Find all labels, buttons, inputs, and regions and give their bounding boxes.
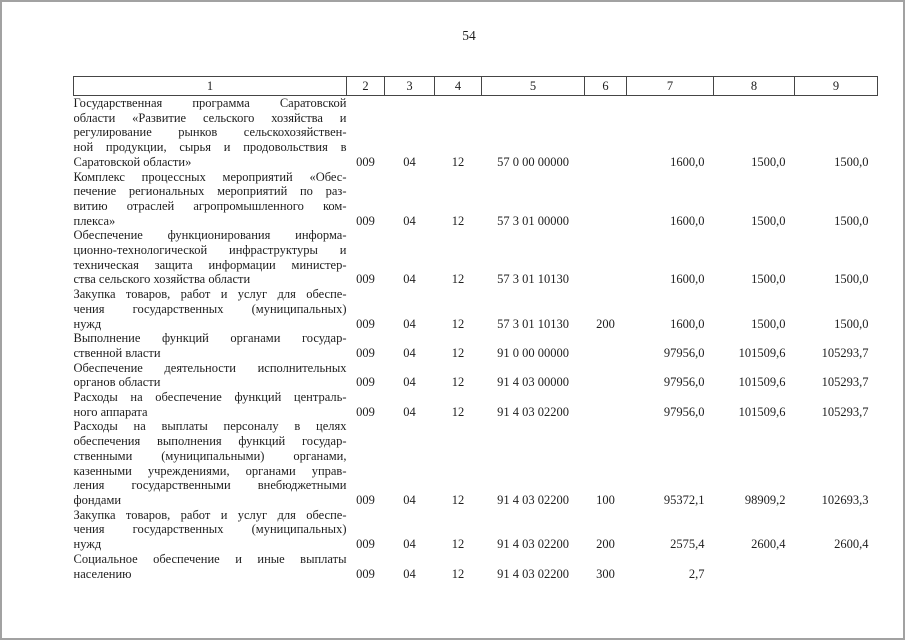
name-line: ного аппарата xyxy=(73,404,148,419)
cell-col5: 57 3 01 10130 xyxy=(497,272,569,287)
cell-col8: 98909,2 xyxy=(744,492,786,507)
cell-col9: 105293,7 xyxy=(821,375,869,390)
table-row xyxy=(74,96,878,170)
table-body xyxy=(74,96,878,582)
name-line: ственными (муниципальными) органами, xyxy=(73,448,347,463)
name-line: Обеспечение деятельности исполнительных xyxy=(73,360,347,375)
cell-col8: 2600,4 xyxy=(751,537,786,552)
cell-col5: 57 3 01 00000 xyxy=(497,213,569,228)
cell-col8: 101509,6 xyxy=(738,345,786,360)
cell-col9: 2600,4 xyxy=(834,537,869,552)
cell-name xyxy=(74,228,347,287)
name-line: казенными учреждениями, органами управ- xyxy=(73,463,347,478)
column-header-7: 7 xyxy=(627,77,714,96)
cell-col6 xyxy=(585,96,627,170)
cell-col4: 12 xyxy=(451,492,465,507)
table-header-row xyxy=(74,77,878,96)
name-line: Выполнение функций органами государ- xyxy=(73,331,347,346)
name-line: Расходы на обеспечение функций централь- xyxy=(73,390,347,405)
budget-table xyxy=(73,76,878,581)
cell-col6: 300 xyxy=(596,566,615,581)
name-line: чения государственных (муниципальных) xyxy=(73,301,347,316)
cell-col8 xyxy=(714,552,795,581)
cell-col2: 009 xyxy=(356,566,375,581)
cell-col7: 2,7 xyxy=(688,566,705,581)
cell-col6: 100 xyxy=(596,492,615,507)
column-header-1: 1 xyxy=(74,77,347,96)
cell-col6: 200 xyxy=(596,537,615,552)
cell-col2: 009 xyxy=(356,537,375,552)
table-row xyxy=(74,170,878,229)
name-line: ства сельского хозяйства области xyxy=(73,272,251,287)
column-header-8: 8 xyxy=(714,77,795,96)
cell-col4: 12 xyxy=(451,345,465,360)
cell-col2: 009 xyxy=(356,213,375,228)
name-line: Государственная программа Саратовской xyxy=(73,96,347,110)
column-header-3: 3 xyxy=(385,77,435,96)
cell-col3: 04 xyxy=(403,404,416,419)
cell-col8: 1500,0 xyxy=(751,154,786,169)
cell-name xyxy=(74,390,347,419)
cell-col5: 91 4 03 02200 xyxy=(497,492,569,507)
cell-col4: 12 xyxy=(451,316,465,331)
table-row xyxy=(74,228,878,287)
cell-col6 xyxy=(585,228,627,287)
column-header-9: 9 xyxy=(795,77,878,96)
name-line: ственной власти xyxy=(73,345,161,360)
cell-col7: 97956,0 xyxy=(663,345,705,360)
cell-col4: 12 xyxy=(451,566,465,581)
cell-col6 xyxy=(585,361,627,390)
name-line: Обеспечение функционирования информа- xyxy=(73,228,347,243)
page-number: 54 xyxy=(462,28,476,43)
cell-col6: 200 xyxy=(596,316,615,331)
cell-col9: 105293,7 xyxy=(821,404,869,419)
cell-col9: 105293,7 xyxy=(821,345,869,360)
cell-col2: 009 xyxy=(356,154,375,169)
cell-col5: 91 0 00 00000 xyxy=(497,345,569,360)
cell-col6 xyxy=(585,331,627,360)
name-line: органов области xyxy=(73,375,161,390)
cell-col6 xyxy=(585,170,627,229)
table-row xyxy=(74,287,878,331)
cell-col3: 04 xyxy=(403,154,416,169)
name-line: плекса» xyxy=(73,213,116,228)
cell-col4: 12 xyxy=(451,154,465,169)
cell-col5: 91 4 03 02200 xyxy=(497,566,569,581)
cell-col7: 97956,0 xyxy=(663,375,705,390)
name-line: Комплекс процессных мероприятий «Обес- xyxy=(73,169,347,184)
column-header-2: 2 xyxy=(347,77,385,96)
cell-col9: 1500,0 xyxy=(834,213,869,228)
cell-col7: 1600,0 xyxy=(670,272,705,287)
name-line: ления государственными внебюджетными xyxy=(73,478,347,493)
cell-col2: 009 xyxy=(356,272,375,287)
cell-col8: 1500,0 xyxy=(751,316,786,331)
cell-col9: 1500,0 xyxy=(834,154,869,169)
column-header-4: 4 xyxy=(435,77,482,96)
cell-col3: 04 xyxy=(403,566,416,581)
name-line: регулирование рынков сельскохозяйствен- xyxy=(73,125,347,140)
table-row xyxy=(74,552,878,581)
cell-col5: 57 3 01 10130 xyxy=(497,316,569,331)
cell-col9: 1500,0 xyxy=(834,272,869,287)
table-row xyxy=(74,419,878,507)
name-line: нужд xyxy=(73,537,102,552)
cell-col9 xyxy=(795,552,878,581)
cell-col3: 04 xyxy=(403,213,416,228)
name-line: печение региональных мероприятий по раз- xyxy=(73,184,347,199)
cell-col5: 91 4 03 02200 xyxy=(497,404,569,419)
name-line: Закупка товаров, работ и услуг для обеспе- xyxy=(73,287,347,302)
cell-col8: 101509,6 xyxy=(738,375,786,390)
table-row xyxy=(74,390,878,419)
name-line: Социальное обеспечение и иные выплаты xyxy=(73,551,347,566)
table-header xyxy=(74,77,878,96)
name-line: обеспечения выполнения функций государ- xyxy=(73,434,347,449)
table-row xyxy=(74,361,878,390)
cell-name xyxy=(74,331,347,360)
cell-col4: 12 xyxy=(451,404,465,419)
cell-col4: 12 xyxy=(451,272,465,287)
cell-col2: 009 xyxy=(356,492,375,507)
name-line: области «Развитие сельского хозяйства и xyxy=(73,110,347,125)
name-line: фондами xyxy=(73,492,122,507)
cell-col9: 102693,3 xyxy=(821,492,869,507)
cell-col3: 04 xyxy=(403,345,416,360)
cell-col4: 12 xyxy=(451,537,465,552)
cell-col4: 12 xyxy=(451,375,465,390)
table-row xyxy=(74,508,878,552)
cell-name xyxy=(74,287,347,331)
name-line: Саратовской области» xyxy=(73,154,192,169)
cell-col8: 1500,0 xyxy=(751,213,786,228)
cell-name xyxy=(74,361,347,390)
cell-col2: 009 xyxy=(356,404,375,419)
cell-col3: 04 xyxy=(403,537,416,552)
cell-col2: 009 xyxy=(356,375,375,390)
cell-name xyxy=(74,96,347,170)
cell-col8: 1500,0 xyxy=(751,272,786,287)
cell-col7: 95372,1 xyxy=(663,492,705,507)
cell-col6 xyxy=(585,390,627,419)
cell-col5: 91 4 03 00000 xyxy=(497,375,569,390)
cell-name xyxy=(74,552,347,581)
cell-col5: 91 4 03 02200 xyxy=(497,537,569,552)
name-line: витию отраслей агропромышленного ком- xyxy=(73,198,347,213)
cell-name xyxy=(74,170,347,229)
name-line: техническая защита информации министер- xyxy=(73,257,347,272)
name-line: ной продукции, сырья и продовольствия в xyxy=(73,140,347,155)
cell-col9: 1500,0 xyxy=(834,316,869,331)
name-line: Расходы на выплаты персоналу в целях xyxy=(73,419,347,434)
cell-col7: 1600,0 xyxy=(670,213,705,228)
cell-name xyxy=(74,508,347,552)
cell-col3: 04 xyxy=(403,272,416,287)
cell-col7: 2575,4 xyxy=(670,537,705,552)
name-line: нужд xyxy=(73,316,102,331)
cell-col7: 1600,0 xyxy=(670,154,705,169)
cell-col3: 04 xyxy=(403,316,416,331)
column-header-5: 5 xyxy=(482,77,585,96)
column-header-6: 6 xyxy=(585,77,627,96)
table-row xyxy=(74,331,878,360)
cell-col3: 04 xyxy=(403,492,416,507)
cell-col2: 009 xyxy=(356,345,375,360)
cell-col8: 101509,6 xyxy=(738,404,786,419)
cell-col3: 04 xyxy=(403,375,416,390)
name-line: Закупка товаров, работ и услуг для обеспе- xyxy=(73,507,347,522)
name-line: населению xyxy=(73,566,132,581)
name-line: ционно-технологической инфраструктуры и xyxy=(73,243,347,258)
cell-col7: 97956,0 xyxy=(663,404,705,419)
cell-col2: 009 xyxy=(356,316,375,331)
cell-col5: 57 0 00 00000 xyxy=(497,154,569,169)
cell-col4: 12 xyxy=(451,213,465,228)
name-line: чения государственных (муниципальных) xyxy=(73,522,347,537)
cell-name xyxy=(74,419,347,507)
cell-col7: 1600,0 xyxy=(670,316,705,331)
